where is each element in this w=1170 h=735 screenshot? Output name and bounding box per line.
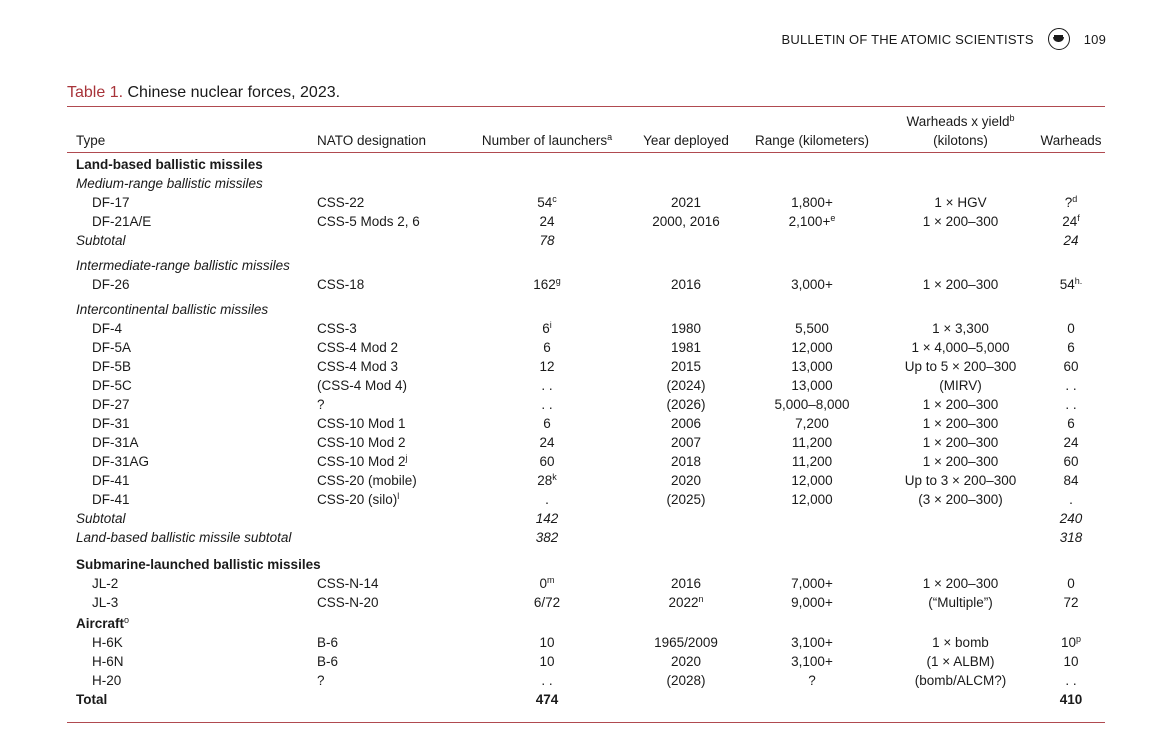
table-row: DF-5C (CSS-4 Mod 4) . . (2024) 13,000 (MIRV) . . (92, 378, 1077, 393)
bulletin-logo-icon (1048, 28, 1070, 50)
table-caption-title: Chinese nuclear forces, 2023. (127, 84, 341, 101)
header-warheads: Warheads (1040, 133, 1102, 148)
table-row: DF-4 CSS-3 6$^i$ 1980 5,500 1 × 3,300 0 (92, 320, 1075, 336)
header-warheads-yield: Warheads x yield$^b$ (kilotons) (906, 113, 1015, 148)
table-row: H-6K B-6 10 1965/2009 3,100+ 1 × bomb 10$^p$ (92, 634, 1082, 650)
header-nato-designation: NATO designation (317, 133, 427, 148)
table-row: DF-27 ? . . (2026) 5,000–8,000 1 × 200–300 . . (92, 397, 1077, 412)
subsection-irbm: Intermediate-range ballistic missiles (76, 258, 290, 273)
table-row: DF-41 CSS-20 (mobile) 28$^k$ 2020 12,000 Up to 3 × 200–300 84 (92, 472, 1079, 488)
table-row: DF-31A CSS-10 Mod 2 24 2007 11,200 1 × 200–300 24 (92, 435, 1079, 450)
header-range: Range (kilometers) (754, 133, 870, 148)
table-caption-label: Table 1. (67, 84, 124, 101)
table-row: DF-21A/E CSS-5 Mods 2, 6 24 2000, 2016 2,100+$^e$ 1 × 200–300 24$^f$ (92, 213, 1080, 229)
section-slbm: Submarine-launched ballistic missiles (76, 557, 321, 572)
table-row: DF-26 CSS-18 162$^g$ 2016 3,000+ 1 × 200–300 $54^{h.}$ (92, 276, 1083, 292)
table-row: H-6N B-6 10 2020 3,100+ (1 × ALBM) 10 (92, 654, 1079, 669)
table-row: JL-2 CSS-N-14 0$^m$ 2016 7,000+ 1 × 200–300 0 (92, 575, 1075, 591)
subtotal-row: Subtotal 78 24 (76, 233, 1079, 248)
subsection-icbm: Intercontinental ballistic missiles (76, 302, 269, 317)
subtotal-row: Subtotal 142 240 (76, 511, 1083, 526)
table-top-rule (67, 106, 1105, 107)
table-row: DF-5A CSS-4 Mod 2 6 1981 12,000 1 × 4,000–5,000 6 (92, 340, 1075, 355)
table-header-row (67, 108, 1105, 153)
header-year-deployed: Year deployed (643, 133, 729, 148)
journal-name: BULLETIN OF THE ATOMIC SCIENTISTS (781, 31, 1034, 47)
table-row: DF-5B CSS-4 Mod 3 12 2015 13,000 Up to 5 × 200–300 60 (92, 359, 1079, 374)
header-type: Type (76, 133, 106, 148)
table-caption (67, 84, 340, 102)
land-subtotal-row: Land-based ballistic missile subtotal 382 318 (76, 530, 1083, 545)
table-row: DF-31AG CSS-10 Mod 2$^j$ 60 2018 11,200 1 × 200–300 60 (92, 453, 1079, 469)
section-aircraft: Aircraft$^o$ (76, 615, 130, 631)
running-head (782, 28, 1107, 50)
section-land-based: Land-based ballistic missiles (76, 157, 263, 172)
subsection-mrbm: Medium-range ballistic missiles (76, 176, 263, 191)
nuclear-forces-table (67, 108, 1105, 709)
header-number-of-launchers: Number of launchers$^a$ (481, 132, 613, 148)
table-row: DF-41 CSS-20 (silo)$^l$ . (2025) 12,000 (3 × 200–300) . (92, 491, 1073, 507)
table-row: H-20 ? . . (2028) ? (bomb/ALCM?) . . (92, 673, 1077, 688)
page-number: 109 (1083, 31, 1106, 47)
total-row: Total 474 410 (76, 692, 1083, 707)
table-row: DF-17 CSS-22 54$^c$ 2021 1,800+ 1 × HGV ?$^d$ (92, 194, 1078, 210)
table-row: DF-31 CSS-10 Mod 1 6 2006 7,200 1 × 200–300 6 (92, 416, 1075, 431)
table-bottom-rule (67, 722, 1105, 723)
table-row: JL-3 CSS-N-20 6/72 2022$^n$ 9,000+ (“Multiple”) 72 (92, 594, 1079, 610)
